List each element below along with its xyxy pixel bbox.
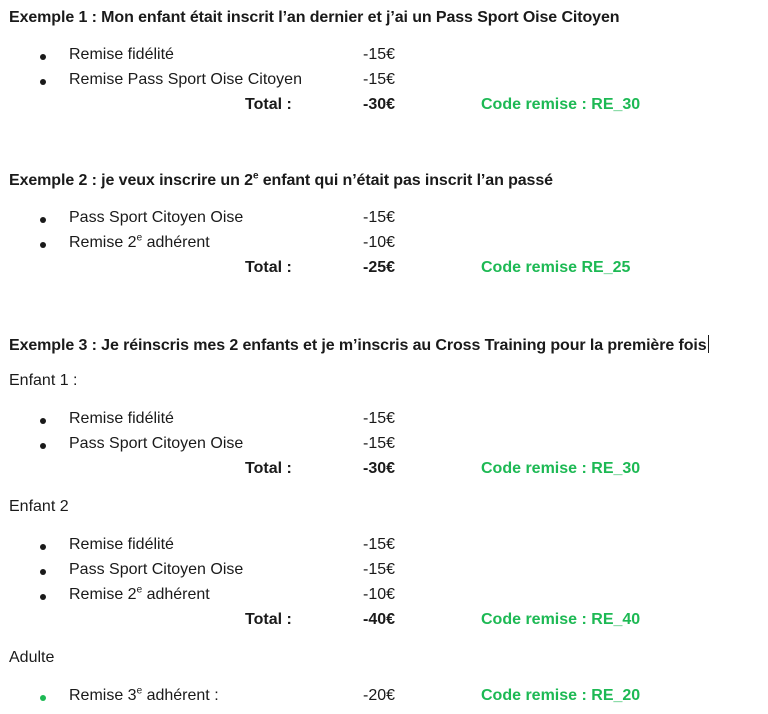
group-title: Enfant 1 : (9, 372, 78, 389)
total-row (0, 96, 768, 118)
heading-text: Exemple 2 : je veux inscrire un 2 (9, 172, 253, 189)
discount-code: Code remise : RE_40 (481, 611, 641, 628)
item-amount: -15€ (363, 209, 396, 226)
item-amount: -15€ (363, 71, 396, 88)
group-title: Enfant 2 (9, 498, 69, 515)
list-item (0, 561, 768, 583)
superscript: e (136, 685, 143, 697)
item-amount: -15€ (363, 536, 396, 553)
total-label: Total : (245, 611, 292, 628)
total-amount: -40€ (363, 611, 396, 628)
item-label: Pass Sport Citoyen Oise (69, 561, 244, 578)
total-label: Total : (245, 96, 292, 113)
item-amount: -10€ (363, 234, 396, 251)
bullet-icon (40, 217, 46, 223)
superscript: e (252, 170, 259, 182)
label-text: Remise 3 (69, 687, 137, 704)
discount-code: Code remise : RE_30 (481, 96, 641, 113)
discount-code: Code remise RE_25 (481, 259, 631, 276)
list-item (0, 536, 768, 558)
total-row (0, 259, 768, 281)
discount-code: Code remise : RE_30 (481, 460, 641, 477)
total-amount: -30€ (363, 460, 396, 477)
bullet-icon (40, 418, 46, 424)
total-row (0, 611, 768, 633)
bullet-icon (40, 443, 46, 449)
bullet-icon (40, 695, 46, 701)
item-label: Pass Sport Citoyen Oise (69, 435, 244, 452)
total-amount: -25€ (363, 259, 396, 276)
label-text: adhérent : (142, 687, 219, 704)
item-amount: -10€ (363, 586, 396, 603)
item-label (69, 687, 219, 705)
heading-text: enfant qui n’était pas inscrit l’an passé (258, 172, 553, 189)
label-text: Remise 2 (69, 586, 137, 603)
item-label (69, 234, 210, 252)
label-text: adhérent (142, 234, 210, 251)
discount-code: Code remise : RE_20 (481, 687, 641, 704)
item-label (69, 586, 210, 604)
item-amount: -15€ (363, 410, 396, 427)
item-amount: -20€ (363, 687, 396, 704)
group-title: Adulte (9, 649, 55, 666)
item-label: Remise fidélité (69, 46, 174, 63)
item-label: Remise fidélité (69, 410, 174, 427)
list-item (0, 46, 768, 68)
item-label: Pass Sport Citoyen Oise (69, 209, 244, 226)
item-amount: -15€ (363, 561, 396, 578)
label-text: Remise 2 (69, 234, 137, 251)
total-row (0, 460, 768, 482)
example-1-heading: Exemple 1 : Mon enfant était inscrit l’an dernier et j’ai un Pass Sport Oise Citoyen (9, 9, 620, 26)
item-label: Remise fidélité (69, 536, 174, 553)
list-item (0, 71, 768, 93)
total-amount: -30€ (363, 96, 396, 113)
bullet-icon (40, 242, 46, 248)
text-cursor (708, 335, 709, 353)
bullet-icon (40, 569, 46, 575)
total-label: Total : (245, 460, 292, 477)
item-label: Remise Pass Sport Oise Citoyen (69, 71, 302, 88)
superscript: e (136, 232, 143, 244)
bullet-icon (40, 594, 46, 600)
list-item (0, 586, 768, 608)
heading-text: Exemple 3 : Je réinscris mes 2 enfants et je m’inscris au Cross Training pour la première fois (9, 337, 707, 354)
superscript: e (136, 584, 143, 596)
example-3-heading[interactable] (9, 335, 709, 355)
bullet-icon (40, 544, 46, 550)
list-item (0, 234, 768, 256)
list-item (0, 209, 768, 231)
label-text: adhérent (142, 586, 210, 603)
example-2-heading (9, 172, 553, 190)
list-item (0, 687, 768, 709)
list-item (0, 410, 768, 432)
list-item (0, 435, 768, 457)
item-amount: -15€ (363, 46, 396, 63)
total-label: Total : (245, 259, 292, 276)
bullet-icon (40, 54, 46, 60)
item-amount: -15€ (363, 435, 396, 452)
bullet-icon (40, 79, 46, 85)
